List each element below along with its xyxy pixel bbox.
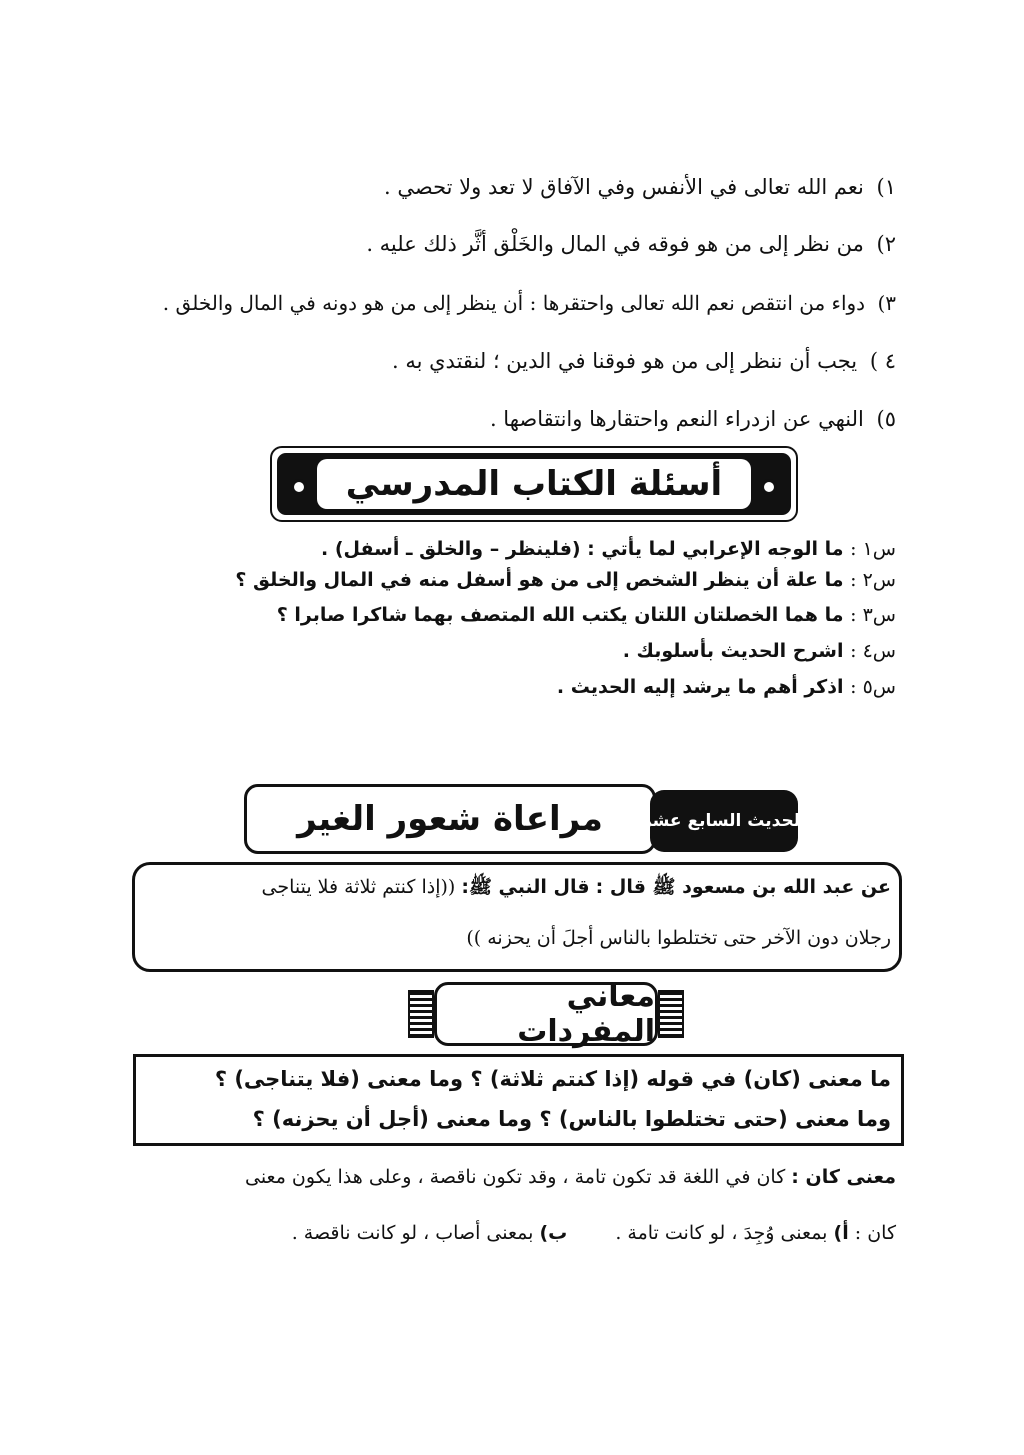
question-number: س٢ :	[850, 569, 896, 591]
meaning-b-text: بمعنى أصاب ، لو كانت ناقصة .	[291, 1222, 534, 1244]
question-text: ما هما الخصلتان اللتان يكتب الله المتصف بهما شاكرا صابرا ؟	[276, 604, 844, 626]
question-number: س١ :	[850, 538, 896, 560]
question-number: س٣ :	[850, 604, 896, 626]
kana-label: معنى كان :	[791, 1166, 896, 1188]
banner-frame	[277, 453, 791, 515]
conclusion-4	[110, 346, 896, 376]
question-number: س٥ :	[850, 676, 896, 698]
hadith-narrator: عن عبد الله بن مسعود ﷺ قال :	[595, 876, 891, 898]
vocabulary-question-line-1: ما معنى (كان) في قوله (إذا كنتم ثلاثة) ؟ وما معنى (فلا يتناجى) ؟	[214, 1067, 891, 1091]
hadith-number-badge: الحديث السابع عشر	[650, 790, 798, 852]
conclusion-5	[110, 404, 896, 434]
question-text: ما علة أن ينظر الشخص إلى من هو أسفل منه في المال والخلق ؟	[235, 569, 844, 591]
question-text: اذكر أهم ما يرشد إليه الحديث .	[556, 676, 844, 698]
section-title: أسئلة الكتاب المدرسي	[317, 459, 751, 509]
conclusion-1	[110, 172, 896, 202]
stripes-ornament-icon	[658, 990, 684, 1038]
question-1	[150, 536, 896, 562]
question-number: س٤ :	[850, 640, 896, 662]
question-2	[150, 567, 896, 593]
conclusion-text: نعم الله تعالى في الأنفس وفي الآفاق لا تعد ولا تحصي .	[384, 175, 864, 199]
meaning-a-label: أ)	[833, 1222, 849, 1244]
conclusion-2	[110, 229, 896, 259]
question-text: اشرح الحديث بأسلوبك .	[622, 640, 844, 662]
conclusion-text: دواء من انتقص نعم الله تعالى واحتقرها : أن ينظر إلى من هو دونه في المال والخلق .	[162, 291, 866, 315]
conclusion-number: ١)	[876, 175, 896, 199]
hadith-line-1	[145, 875, 891, 903]
conclusion-number: ٤ )	[869, 349, 896, 373]
conclusion-text: يجب أن ننظر إلى من هو فوقنا في الدين ؛ لنقتدي به .	[391, 349, 858, 373]
conclusion-number: ٣)	[877, 291, 896, 315]
conclusion-3	[100, 288, 896, 318]
conclusion-number: ٥)	[876, 407, 896, 431]
conclusion-number: ٢)	[876, 232, 896, 256]
meaning-a-text: بمعنى وُجِدَ ، لو كانت تامة .	[615, 1222, 828, 1244]
vocabulary-banner	[408, 979, 684, 1049]
question-5	[150, 674, 896, 700]
kana-line-start: كان :	[854, 1222, 896, 1244]
hadith-title: مراعاة شعور الغير	[244, 784, 656, 854]
question-4	[150, 638, 896, 664]
kana-text: كان في اللغة قد تكون تامة ، وقد تكون ناقصة ، وعلى هذا يكون معنى	[244, 1166, 786, 1188]
question-3	[150, 602, 896, 628]
kana-explanation	[138, 1166, 896, 1188]
textbook-questions-banner	[270, 446, 798, 522]
conclusion-text: النهي عن ازدراء النعم واحتقارها وانتقاصها .	[489, 407, 864, 431]
hadith-text-box	[132, 862, 902, 972]
hadith-prophet-said: قال النبي ﷺ:	[461, 876, 590, 898]
vocabulary-question-line-2: وما معنى (حتى تختلطوا بالناس) ؟ وما معنى (أجل أن يحزنه) ؟	[252, 1107, 891, 1131]
meaning-b-label: ب)	[539, 1222, 568, 1244]
kana-meanings	[138, 1222, 896, 1244]
stripes-ornament-icon	[408, 990, 434, 1038]
section-title: معاني المفردات	[434, 982, 658, 1046]
question-text: ما الوجه الإعرابي لما يأتي : (فلينظر – والخلق ـ أسفل) .	[321, 538, 844, 560]
circle-ornament-icon	[291, 479, 307, 495]
conclusion-text: من نظر إلى من هو فوقه في المال والخَلْق أثَّر ذلك عليه .	[366, 232, 864, 256]
vocabulary-question-box	[133, 1054, 904, 1146]
hadith-text-start: ((إذا كنتم ثلاثة فلا يتناجى	[261, 876, 456, 898]
circle-ornament-icon	[761, 479, 777, 495]
hadith-line-2: رجلان دون الآخر حتى تختلطوا بالناس أجلَ أن يحزنه ))	[466, 927, 891, 949]
